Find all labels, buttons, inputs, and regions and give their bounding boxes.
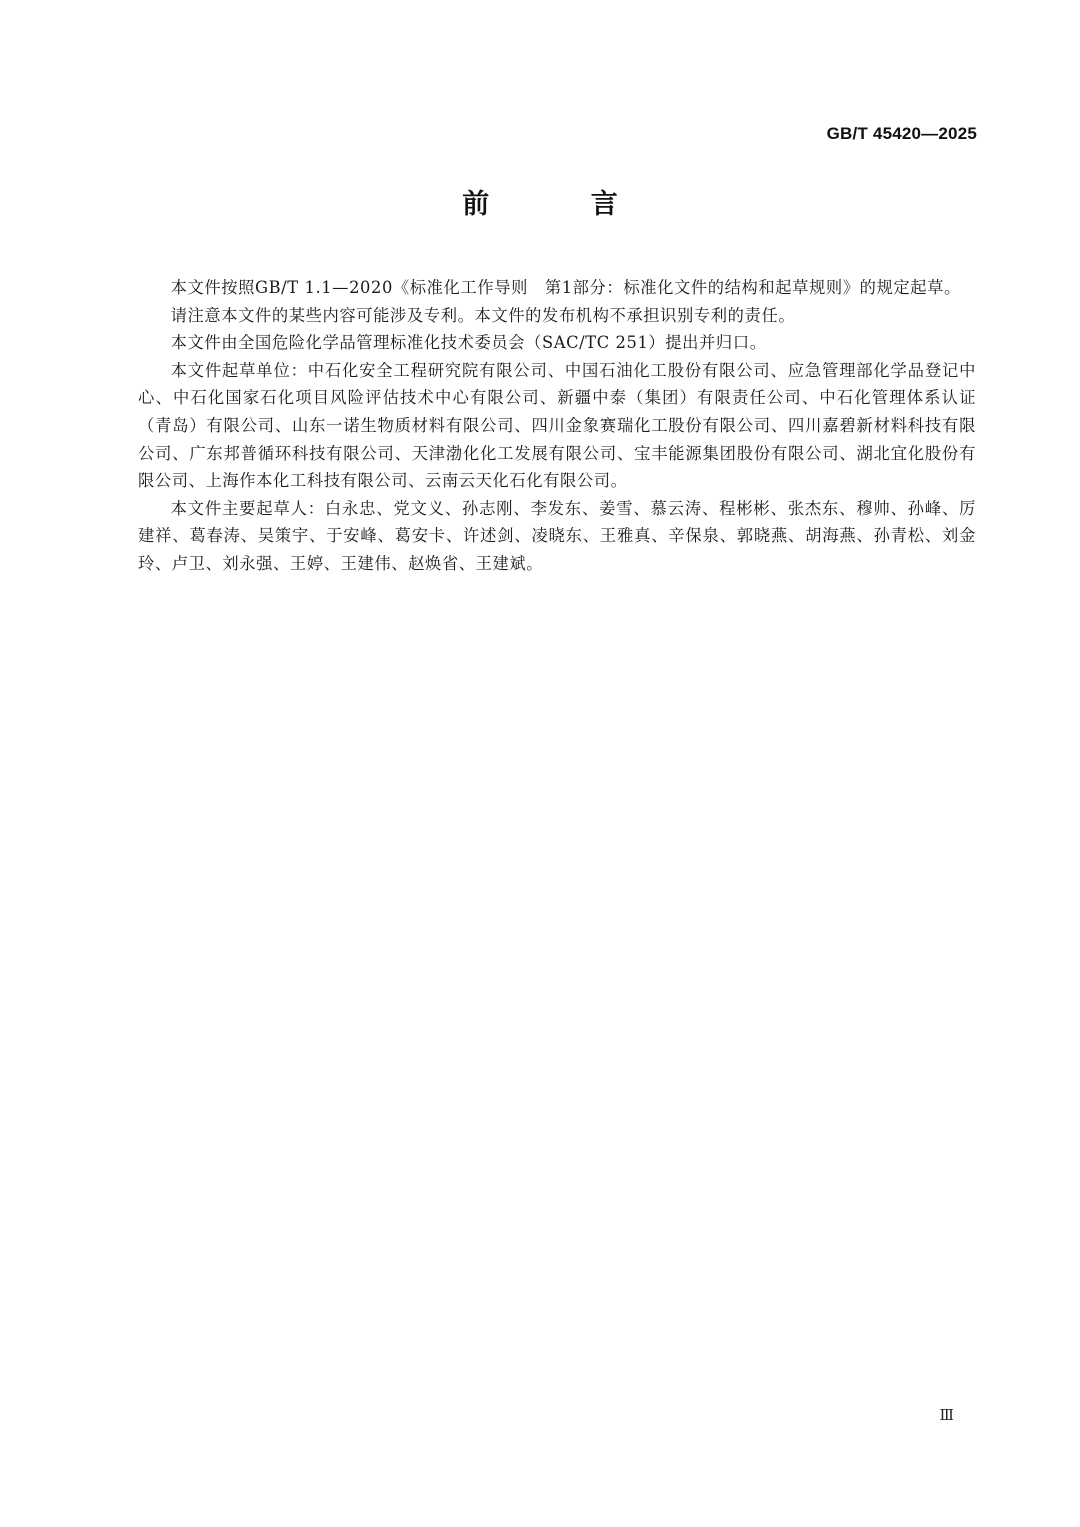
- paragraph-drafting-rules: 本文件按照GB/T 1.1—2020《标准化工作导则 第1部分：标准化文件的结构和起草规则》的规定起草。: [170, 278, 961, 297]
- document-body: [138, 274, 976, 578]
- document-code: GB/T 45420—2025: [826, 124, 977, 143]
- page-number: Ⅲ: [939, 1406, 954, 1424]
- paragraph-patent-notice: 请注意本文件的某些内容可能涉及专利。本文件的发布机构不承担识别专利的责任。: [170, 305, 796, 325]
- paragraph-drafters: 本文件主要起草人：白永忠、党文义、孙志刚、李发东、姜雪、慕云涛、程彬彬、张杰东、穆帅、孙峰、厉建祥、葛春涛、吴策宇、于安峰、葛安卡、许述剑、凌晓东、王雅真、辛保泉、郭晓燕、胡海燕、孙青松、刘金玲、卢卫、刘永强、王婷、王建伟、赵焕省、王建斌。: [138, 498, 976, 573]
- page-title: 前 言: [462, 189, 664, 220]
- paragraph-proposer: 本文件由全国危险化学品管理标准化技术委员会（SAC/TC 251）提出并归口。: [170, 333, 767, 353]
- paragraph-drafting-units: 本文件起草单位：中石化安全工程研究院有限公司、中国石油化工股份有限公司、应急管理部化学品登记中心、中石化国家石化项目风险评估技术中心有限公司、新疆中泰（集团）有限责任公司、中石化管理体系认证（青岛）有限公司、山东一诺生物质材料有限公司、四川金象赛瑞化工股份有限公司、四川嘉碧新材料科技有限公司、广东邦普循环科技有限公司、天津渤化化工发展有限公司、宝丰能源集团股份有限公司、湖北宜化股份有限公司、上海作本化工科技有限公司、云南云天化石化有限公司。: [138, 360, 976, 491]
